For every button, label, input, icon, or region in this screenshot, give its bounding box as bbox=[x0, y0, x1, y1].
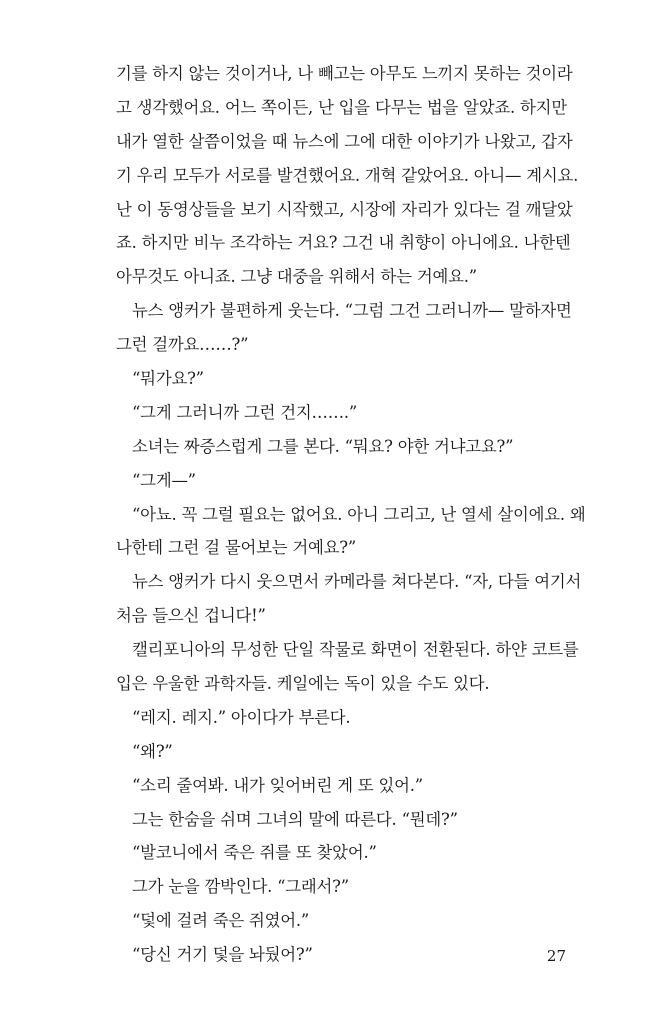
text-line: 내가 열한 살쯤이었을 때 뉴스에 그에 대한 이야기가 나왔고, 갑자 bbox=[116, 131, 573, 151]
text-line: 기를 하지 않는 것이거나, 나 빼고는 아무도 느끼지 못하는 것이라 bbox=[116, 64, 573, 83]
text-line: 입은 우울한 과학자들. 케일에는 독이 있을 수도 있다. bbox=[116, 674, 490, 694]
text-line: “당신 거기 덫을 놔뒀어?” bbox=[132, 945, 313, 965]
text-line: “소리 줄여봐. 내가 잊어버린 게 또 있어.” bbox=[132, 775, 423, 795]
text-line: 아무것도 아니죠. 그냥 대중을 위해서 하는 거예요.” bbox=[116, 267, 477, 287]
text-line: 고 생각했어요. 어느 쪽이든, 난 입을 다무는 법을 알았죠. 하지만 bbox=[116, 97, 567, 117]
text-line: 뉴스 앵커가 다시 웃으면서 카메라를 쳐다본다. “자, 다들 여기서 bbox=[132, 572, 582, 592]
text-line: 소녀는 짜증스럽게 그를 본다. “뭐요? 야한 거냐고요?” bbox=[132, 436, 514, 456]
text-line: “왜?” bbox=[132, 741, 173, 761]
text-line: “아뇨. 꼭 그럴 필요는 없어요. 아니 그리고, 난 열세 살이에요. 왜 bbox=[132, 504, 586, 524]
text-line: 죠. 하지만 비누 조각하는 거요? 그건 내 취향이 아니에요. 나한텐 bbox=[116, 233, 571, 253]
text-line: “덫에 걸려 죽은 쥐였어.” bbox=[132, 911, 310, 931]
text-line: “레지. 레지.” 아이다가 부른다. bbox=[132, 707, 351, 727]
text-line: “그게 그러니까 그런 건지…….” bbox=[132, 402, 358, 422]
text-line: 그는 한숨을 쉬며 그녀의 말에 따른다. “뭔데?” bbox=[132, 809, 458, 829]
text-line: “발코니에서 죽은 쥐를 또 찾았어.” bbox=[132, 843, 377, 863]
text-line: 그가 눈을 깜박인다. “그래서?” bbox=[132, 877, 349, 897]
page-number: 27 bbox=[546, 947, 566, 965]
text-line: 기 우리 모두가 서로를 발견했어요. 개혁 같았어요. 아니— 계시요. bbox=[116, 165, 579, 185]
text-line: “뭐가요?” bbox=[132, 369, 204, 389]
text-line: 난 이 동영상들을 보기 시작했고, 시장에 자리가 있다는 걸 깨달았 bbox=[116, 199, 573, 219]
text-line: 그런 걸까요……?” bbox=[116, 335, 249, 355]
body-text bbox=[116, 57, 600, 972]
text-line: “그게—” bbox=[132, 470, 196, 490]
text-line: 캘리포니아의 무성한 단일 작물로 화면이 전환된다. 하얀 코트를 bbox=[132, 640, 579, 660]
text-line: 처음 들으신 겁니다!” bbox=[116, 606, 266, 626]
text-line: 나한테 그런 걸 물어보는 거예요?” bbox=[116, 538, 357, 558]
text-line: 뉴스 앵커가 불편하게 웃는다. “그럼 그건 그러니까— 말하자면 bbox=[132, 301, 572, 321]
